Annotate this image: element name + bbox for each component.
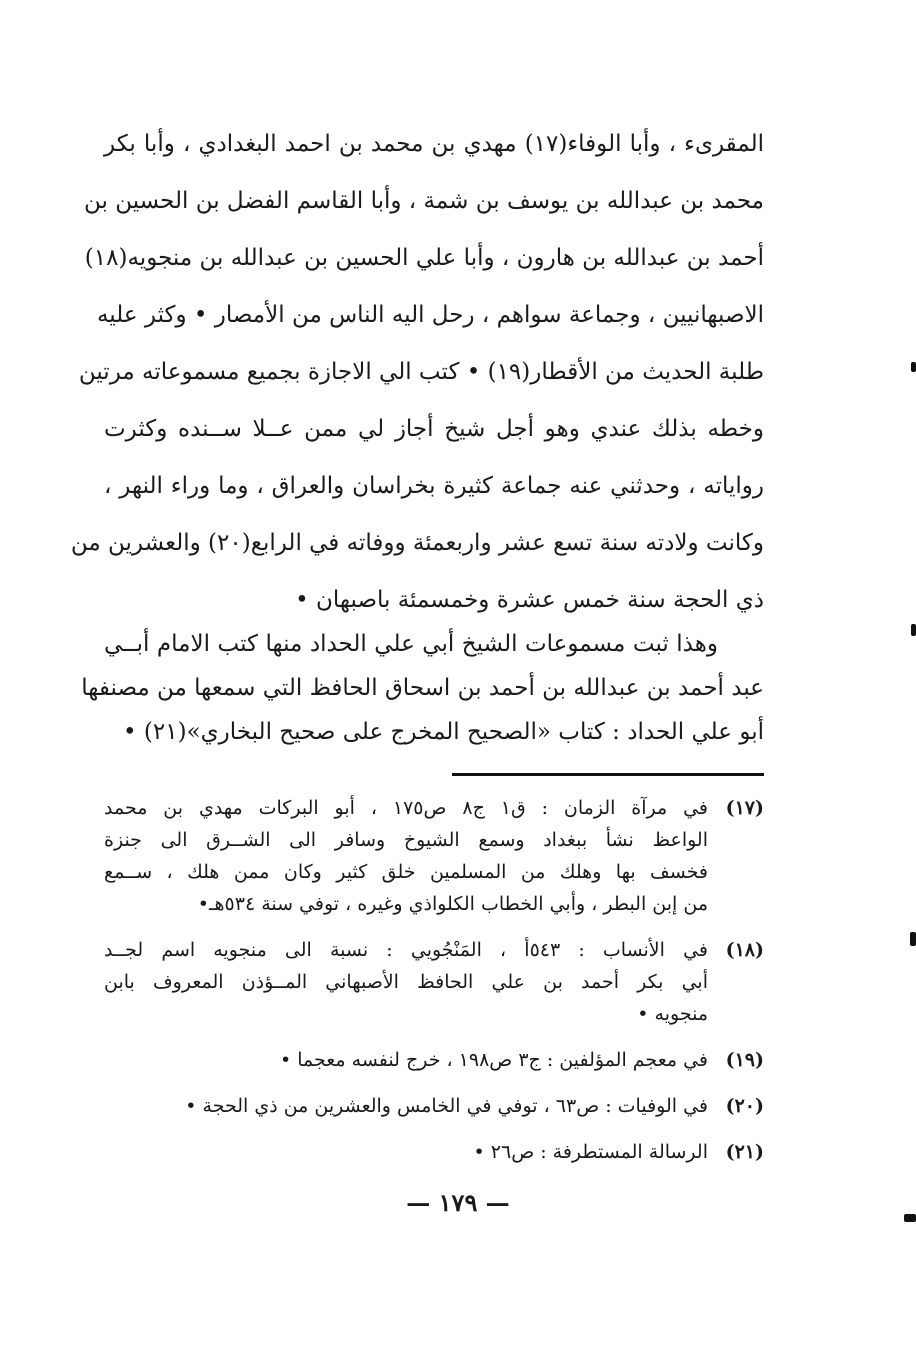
text-line: رواياته ، وحدثني عنه جماعة كثيرة بخراسان والعراق ، وما وراء النهر ، [104,473,764,499]
footnote [104,792,764,920]
text-line: ذي الحجة سنة خمس عشرة وخمسمئة باصبهان • [295,587,764,613]
text-line: أحمد بن عبدالله بن هارون ، وأبا علي الحسين بن عبدالله بن منجويه(١٨) [84,245,764,271]
footnote-line: الرسالة المستطرفة : ص٢٦ • [473,1141,708,1163]
footnote-line: في مرآة الزمان : ق١ ج٨ ص١٧٥ ، أبو البركات مهدي بن محمد [104,797,708,819]
footnote-divider [452,773,764,776]
scan-edge-mark [904,1214,916,1222]
footnote-line: منجويه • [637,1003,708,1025]
footnote [104,1136,764,1168]
second-paragraph [81,622,764,754]
footnote-number: (١٩) [725,1049,764,1071]
text-line: عبد أحمد بن عبدالله بن أحمد بن اسحاق الحافظ التي سمعها من مصنفها [81,675,764,701]
page-number: — ١٧٩ — [406,1188,510,1217]
footnote-line: في الأنساب : ٥٤٣أ ، المَنْجُويي : نسبة الى منجويه اسم لجــد [104,939,708,961]
footnote [104,1090,764,1122]
scan-edge-mark [911,624,916,636]
scan-edge-mark [911,362,916,372]
footnote-number: (١٨) [725,939,764,961]
footnote-number: (٢٠) [725,1095,764,1117]
text-line: وخطه بذلك عندي وهو أجل شيخ أجاز لي ممن عــلا ســنده وكثرت [104,416,764,442]
text-line: المقرىء ، وأبا الوفاء(١٧) مهدي بن محمد بن احمد البغدادي ، وأبا بكر [104,131,764,157]
footnote-line: في معجم المؤلفين : ج٣ ص١٩٨ ، خرج لنفسه معجما • [279,1049,708,1071]
scan-edge-mark [910,932,916,946]
text-line: وهذا ثبت مسموعات الشيخ أبي علي الحداد منها كتب الامام أبــي [104,631,718,657]
footnote-line: الواعظ نشأ ببغداد وسمع الشيوخ وسافر الى الشــرق الى جنزة [104,829,708,851]
footnote-number: (١٧) [725,797,764,819]
text-line: محمد بن عبدالله بن يوسف بن شمة ، وأبا القاسم الفضل بن الحسين بن [83,188,764,214]
main-paragraph [70,116,764,629]
footnotes [104,792,764,1182]
footnote-number: (٢١) [725,1141,764,1163]
footnote [104,1044,764,1076]
footnote [104,934,764,1030]
footnote-line: أبي بكر أحمد بن علي الحافظ الأصبهاني المــؤذن المعروف بابن [104,971,708,993]
text-line: أبو علي الحداد : كتاب «الصحيح المخرج على صحيح البخاري»(٢١) • [123,719,764,745]
footnote-line: فخسف بها وهلك من المسلمين خلق كثير وكان ممن هلك ، ســمع [104,861,708,883]
text-line: الاصبهانيين ، وجماعة سواهم ، رحل اليه الناس من الأمصار • وكثر عليه [96,302,764,328]
footnote-line: من إبن البطر ، وأبي الخطاب الكلواذي وغيره ، توفي سنة ٥٣٤هـ• [197,893,708,915]
footnote-line: في الوفيات : ص٦٣ ، توفي في الخامس والعشرين من ذي الحجة • [185,1095,708,1117]
text-line: وكانت ولادته سنة تسع عشر واربعمئة ووفاته في الرابع(٢٠) والعشرين من [70,530,764,556]
text-line: طلبة الحديث من الأقطار(١٩) • كتب الي الاجازة بجميع مسموعاته مرتين [78,359,764,385]
